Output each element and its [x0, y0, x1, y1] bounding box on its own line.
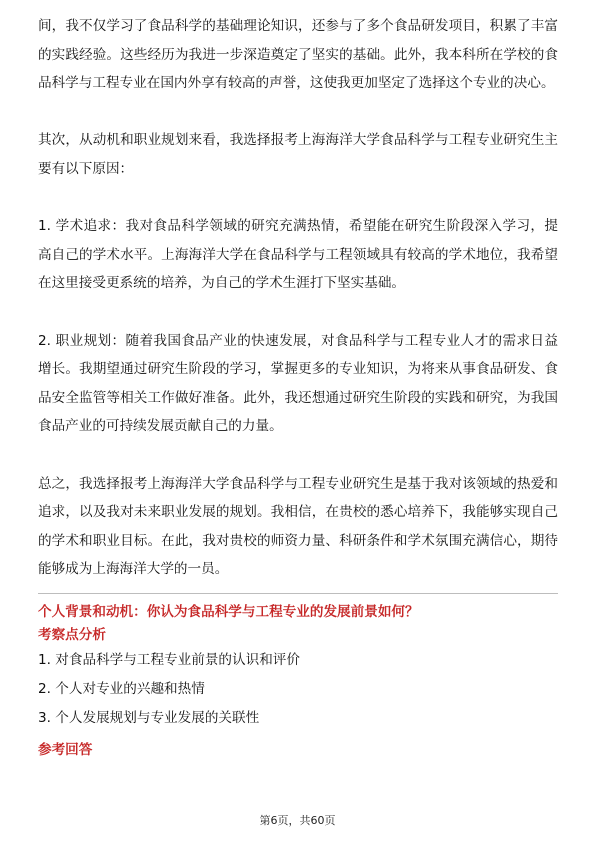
body-paragraph: 总之，我选择报考上海海洋大学食品科学与工程专业研究生是基于我对该领域的热爱和追求，以及我对未来职业发展的规划。我相信，在贵校的悉心培养下，我能够实现自己的学术和职业目标。在此，我对贵校的师资力量、科研条件和学术氛围充满信心，期待能够成为上海海洋大学的一员。	[38, 475, 558, 578]
question-title: 个人背景和动机：你认为食品科学与工程专业的发展前景如何？	[38, 603, 419, 620]
body-paragraph: 间，我不仅学习了食品科学的基础理论知识，还参与了多个食品研发项目，积累了丰富的实践经验。这些经历为我进一步深造奠定了坚实的基础。此外，我本科所在学校的食品科学与工程专业在国内外享有较高的声誉，这使我更加坚定了选择这个专业的决心。	[38, 18, 558, 92]
body-paragraph: 2. 职业规划：随着我国食品产业的快速发展，对食品科学与工程专业人才的需求日益增长。我期望通过研究生阶段的学习，掌握更多的专业知识，为将来从事食品研发、食品安全监管等相关工作做好准备。此外，我还想通过研究生阶段的实践和研究，为我国食品产业的可持续发展贡献自己的力量。	[38, 332, 558, 435]
analysis-point: 3. 个人发展规划与专业发展的关联性	[38, 709, 260, 726]
section-divider	[38, 593, 558, 594]
page-number: 第6页，共60页	[259, 814, 336, 827]
answer-heading: 参考回答	[38, 741, 93, 758]
analysis-point: 1. 对食品科学与工程专业前景的认识和评价	[38, 651, 300, 668]
analysis-heading: 考察点分析	[38, 626, 106, 643]
body-paragraph: 其次，从动机和职业规划来看，我选择报考上海海洋大学食品科学与工程专业研究生主要有以下原因：	[38, 132, 558, 177]
page-content	[38, 12, 558, 761]
analysis-point: 2. 个人对专业的兴趣和热情	[38, 680, 205, 697]
body-paragraph: 1. 学术追求：我对食品科学领域的研究充满热情，希望能在研究生阶段深入学习，提高自己的学术水平。上海海洋大学在食品科学与工程领域具有较高的学术地位，我希望在这里接受更系统的培养，为自己的学术生涯打下坚实基础。	[38, 218, 558, 292]
